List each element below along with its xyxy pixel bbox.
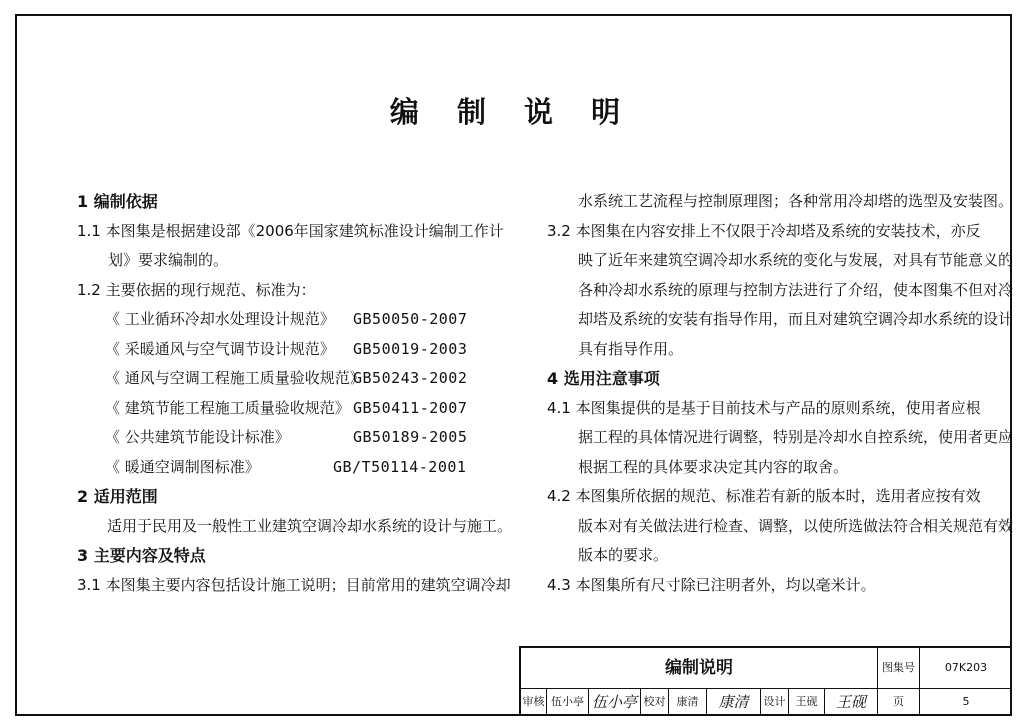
clause-3-2-cont: 却塔及系统的安装有指导作用，而且对建筑空调冷却水系统的设计 [578, 310, 1014, 328]
clause-4-1-cont: 据工程的具体情况进行调整，特别是冷却水自控系统，使用者更应 [578, 428, 1014, 446]
standard-row [77, 423, 497, 453]
standard-name: 《 工业循环冷却水处理设计规范》 [105, 310, 335, 328]
section-2-heading: 2 适用范围 [77, 487, 158, 506]
drawing-title: 编制说明 [521, 648, 878, 688]
clause-3-2-cont: 具有指导作用。 [578, 339, 684, 358]
title-block-row [521, 648, 1012, 689]
clause-1-2: 1.2 主要依据的现行规范、标准为： [77, 280, 316, 299]
section-4-heading: 4 选用注意事项 [547, 369, 660, 388]
standard-name: 《 暖通空调制图标准》 [105, 457, 260, 476]
clause-4-2: 4.2 本图集所依据的规范、标准若有新的版本时，选用者应按有效 [547, 487, 981, 505]
standard-row [77, 305, 497, 335]
page-title: 编 制 说 明 [389, 95, 635, 129]
check-label: 校对 [641, 689, 669, 715]
clause-4-1-cont: 根据工程的具体要求决定其内容的取舍。 [578, 457, 849, 476]
standard-name: 《 建筑节能工程施工质量验收规范》 [105, 398, 350, 417]
standard-name: 《 公共建筑节能设计标准》 [105, 428, 290, 446]
section-2-body: 适用于民用及一般性工业建筑空调冷却水系统的设计与施工。 [107, 516, 513, 535]
standard-code: GB50050-2007 [353, 310, 468, 328]
clause-1-1: 1.1 本图集是根据建设部《2006年国家建筑标准设计编制工作计 [77, 221, 504, 240]
clause-3-1-cont: 水系统工艺流程与控制原理图；各种常用冷却塔的选型及安装图。 [578, 192, 1014, 210]
standard-code: GB50411-2007 [353, 398, 468, 417]
page-label: 页 [878, 689, 920, 715]
standard-row [77, 364, 497, 394]
standard-code: GB50019-2003 [353, 339, 468, 358]
clause-3-1: 3.1 本图集主要内容包括设计施工说明；目前常用的建筑空调冷却 [77, 575, 511, 594]
clause-4-2-cont: 版本的要求。 [578, 546, 669, 564]
clause-3-2-cont: 映了近年来建筑空调冷却水系统的变化与发展，对具有节能意义的 [578, 251, 1014, 269]
standard-row [77, 335, 497, 365]
left-column [77, 187, 513, 600]
designer-signature: 王砚 [825, 689, 878, 715]
clause-3-2: 3.2 本图集在内容安排上不仅限于冷却塔及系统的安装技术，亦反 [547, 221, 981, 240]
reviewer-name: 伍小亭 [547, 689, 589, 715]
clause-1-1-cont: 划》要求编制的。 [108, 251, 229, 269]
standard-name: 《 采暖通风与空气调节设计规范》 [105, 339, 335, 358]
standard-code: GB/T50114-2001 [333, 457, 467, 476]
standard-code: GB50189-2005 [353, 428, 468, 446]
checker-name: 康清 [669, 689, 707, 715]
clause-4-2-cont: 版本对有关做法进行检查、调整，以使所选做法符合相关规范有效 [578, 516, 1014, 535]
design-label: 设计 [761, 689, 789, 715]
page-number: 5 [962, 695, 970, 708]
clause-4-3: 4.3 本图集所有尺寸除已注明者外，均以毫米计。 [547, 575, 876, 594]
right-column [547, 187, 1014, 600]
reviewer-signature: 伍小亭 [589, 689, 641, 715]
section-1-heading: 1 编制依据 [77, 192, 158, 211]
atlas-no: 07K203 [944, 661, 988, 674]
standard-code: GB50243-2002 [353, 369, 468, 387]
clause-4-1: 4.1 本图集提供的是基于目前技术与产品的原则系统，使用者应根 [547, 398, 981, 417]
section-3-heading: 3 主要内容及特点 [77, 546, 206, 565]
standard-row [77, 453, 497, 483]
designer-name: 王砚 [789, 689, 825, 715]
atlas-no-label: 图集号 [878, 648, 920, 688]
review-label: 审核 [521, 689, 547, 715]
clause-3-2-cont: 各种冷却水系统的原理与控制方法进行了介绍，使本图集不但对冷 [578, 280, 1014, 299]
title-block [519, 646, 1012, 716]
standard-name: 《 通风与空调工程施工质量验收规范》 [105, 369, 365, 387]
standard-row [77, 394, 497, 424]
checker-signature: 康清 [707, 689, 761, 715]
